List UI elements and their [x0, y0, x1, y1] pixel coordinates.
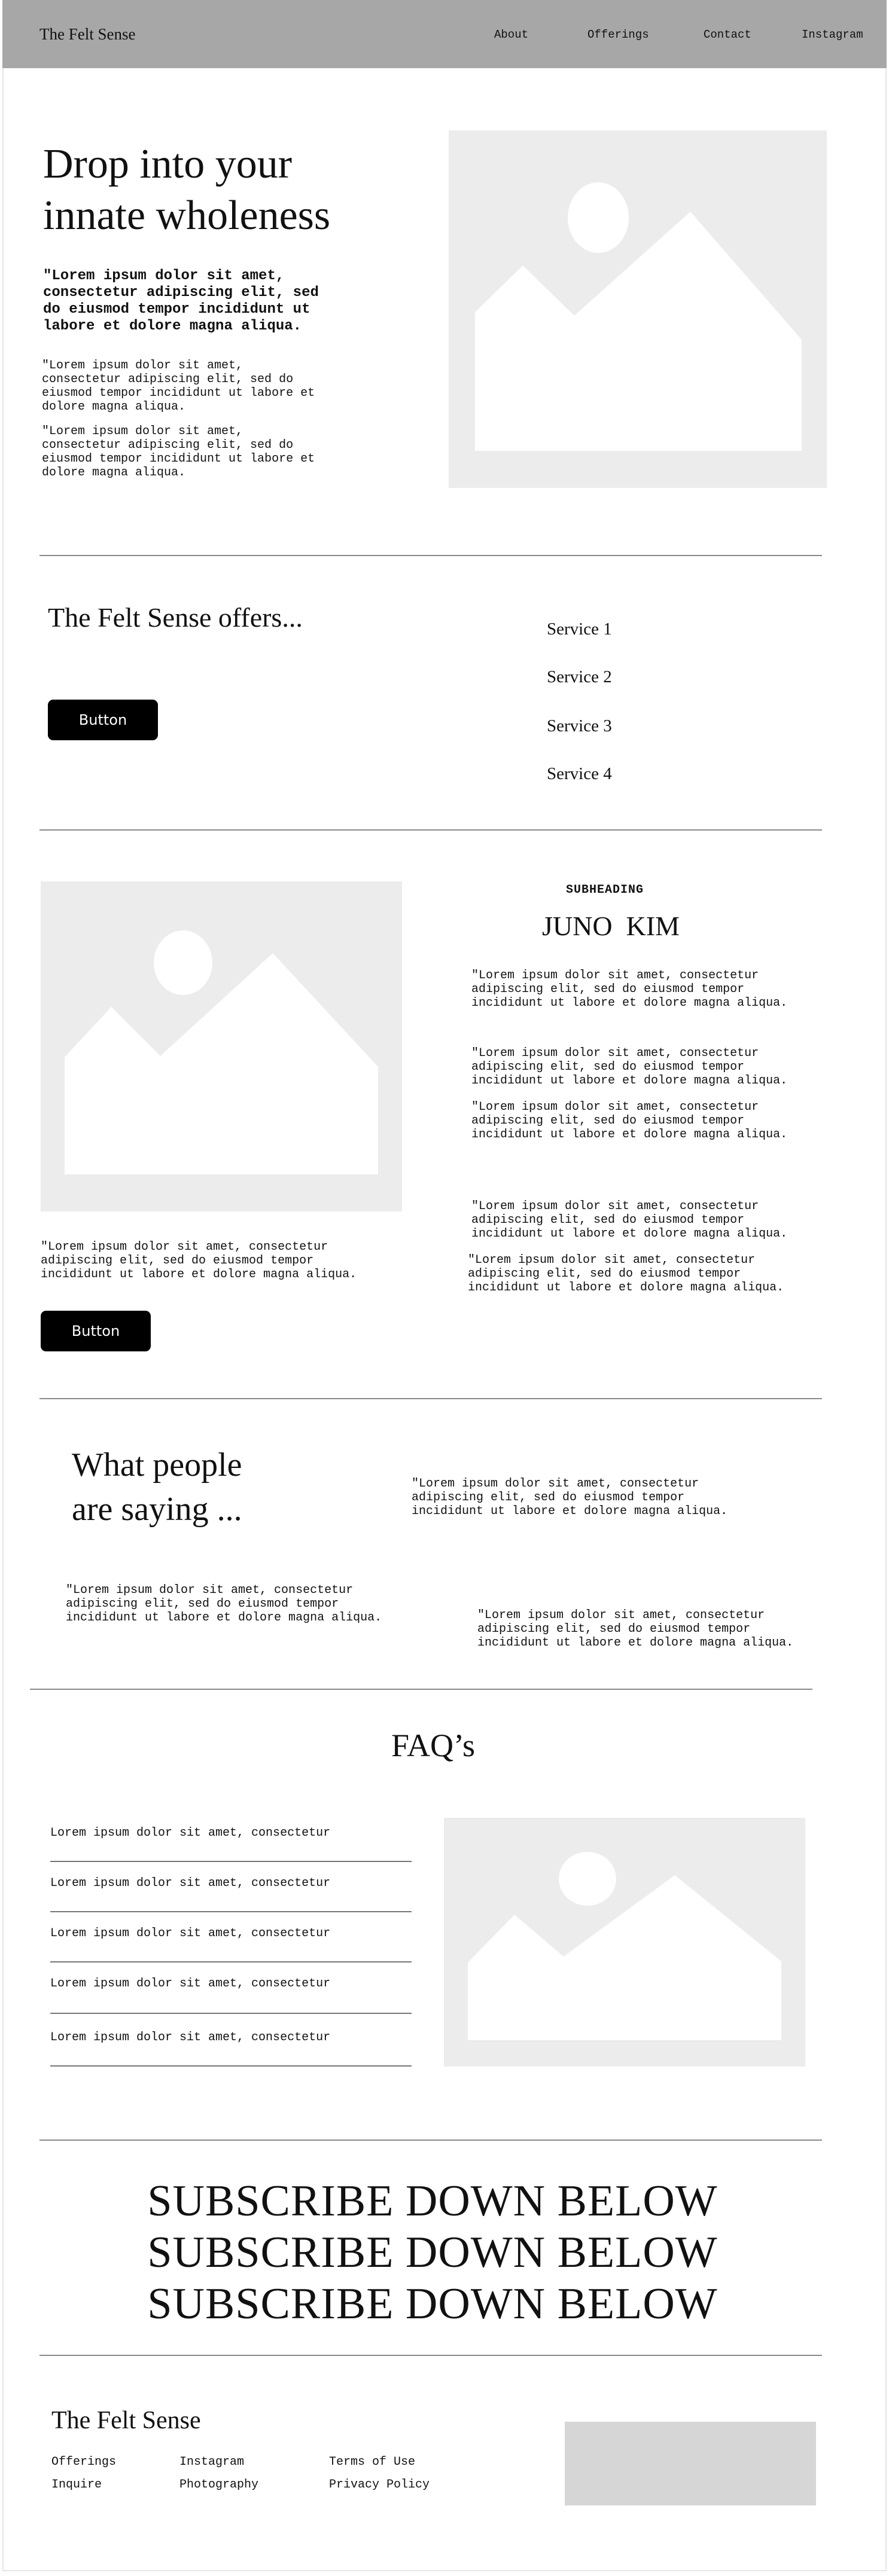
service-3-link[interactable]: Service 3: [547, 716, 612, 735]
faq-divider: [50, 1861, 412, 1862]
footer-signup-box[interactable]: [565, 2422, 816, 2505]
footer-link-instagram[interactable]: Instagram: [179, 2455, 245, 2469]
faq-divider: [50, 2013, 412, 2014]
hero-title-line2: innate wholeness: [43, 193, 331, 239]
footer-brand[interactable]: The Felt Sense: [51, 2407, 201, 2434]
image-placeholder-icon: [449, 130, 827, 488]
section-divider: [39, 829, 822, 831]
testimonial-quote-2: "Lorem ipsum dolor sit amet, consectetur adipiscing elit, sed do eiusmod tempor incididunt ut labore et dolore magna aliqua.: [66, 1583, 382, 1625]
service-4-link[interactable]: Service 4: [547, 764, 612, 783]
about-button[interactable]: Button: [41, 1311, 151, 1351]
section-divider: [30, 1689, 812, 1690]
image-placeholder-icon: [41, 881, 402, 1211]
footer-link-inquire[interactable]: Inquire: [51, 2478, 102, 2492]
header-brand-link[interactable]: The Felt Sense: [39, 25, 136, 43]
testimonial-quote-1: "Lorem ipsum dolor sit amet, consectetur adipiscing elit, sed do eiusmod tempor incididunt ut labore et dolore magna aliqua.: [412, 1477, 728, 1518]
section-divider: [39, 2355, 822, 2356]
hero-paragraph-1: "Lorem ipsum dolor sit amet, consectetur adipiscing elit, sed do eiusmod tempor incididunt ut labore et dolore magna aliqua.: [42, 359, 315, 414]
faq-divider: [50, 2065, 412, 2067]
faq-question-3[interactable]: Lorem ipsum dolor sit amet, consectetur: [50, 1927, 331, 1940]
footer-link-photography[interactable]: Photography: [179, 2478, 259, 2492]
faq-question-2[interactable]: Lorem ipsum dolor sit amet, consectetur: [50, 1876, 331, 1890]
footer-link-terms[interactable]: Terms of Use: [329, 2455, 416, 2469]
hero-title-line1: Drop into your: [43, 141, 293, 187]
subscribe-line-3: SUBSCRIBE DOWN BELOW: [147, 2279, 718, 2328]
about-paragraph-1: "Lorem ipsum dolor sit amet, consectetur adipiscing elit, sed do eiusmod tempor incididunt ut labore et dolore magna aliqua.: [471, 969, 788, 1010]
testimonial-quote-3: "Lorem ipsum dolor sit amet, consectetur adipiscing elit, sed do eiusmod tempor incididunt ut labore et dolore magna aliqua.: [477, 1609, 794, 1650]
service-1-link[interactable]: Service 1: [547, 619, 612, 639]
footer-link-offerings[interactable]: Offerings: [51, 2455, 117, 2469]
faq-question-5[interactable]: Lorem ipsum dolor sit amet, consectetur: [50, 2031, 331, 2044]
service-2-link[interactable]: Service 2: [547, 667, 612, 686]
about-image-placeholder: [41, 881, 402, 1211]
subscribe-line-2: SUBSCRIBE DOWN BELOW: [147, 2228, 718, 2277]
about-name: JUNO KIM: [542, 911, 680, 941]
faq-divider: [50, 1911, 412, 1912]
about-paragraph-4: "Lorem ipsum dolor sit amet, consectetur adipiscing elit, sed do eiusmod tempor incididunt ut labore et dolore magna aliqua.: [471, 1200, 788, 1241]
faq-divider: [50, 1961, 412, 1962]
hero-lead-text: "Lorem ipsum dolor sit amet, consectetur adipiscing elit, sed do eiusmod tempor incididunt ut labore et dolore magna aliqua.: [43, 268, 319, 334]
image-placeholder-icon: [444, 1818, 805, 2067]
nav-instagram-link[interactable]: Instagram: [802, 28, 863, 41]
about-left-paragraph: "Lorem ipsum dolor sit amet, consectetur adipiscing elit, sed do eiusmod tempor incididunt ut labore et dolore magna aliqua.: [41, 1240, 357, 1281]
offers-button[interactable]: Button: [48, 700, 158, 740]
subscribe-line-1: SUBSCRIBE DOWN BELOW: [147, 2177, 718, 2226]
testimonials-title-line1: What people: [72, 1446, 242, 1484]
faq-image-placeholder: [444, 1818, 805, 2067]
section-divider: [39, 1398, 822, 1399]
hero-image-placeholder: [449, 130, 827, 488]
section-divider: [39, 2139, 822, 2141]
about-paragraph-3: "Lorem ipsum dolor sit amet, consectetur adipiscing elit, sed do eiusmod tempor incididunt ut labore et dolore magna aliqua.: [471, 1100, 788, 1142]
nav-about-link[interactable]: About: [494, 28, 529, 41]
faq-title: FAQ’s: [391, 1727, 476, 1763]
hero-paragraph-2: "Lorem ipsum dolor sit amet, consectetur adipiscing elit, sed do eiusmod tempor incididunt ut labore et dolore magna aliqua.: [42, 425, 315, 480]
faq-question-1[interactable]: Lorem ipsum dolor sit amet, consectetur: [50, 1826, 331, 1840]
nav-offerings-link[interactable]: Offerings: [587, 28, 649, 41]
footer-link-privacy[interactable]: Privacy Policy: [329, 2478, 430, 2492]
nav-contact-link[interactable]: Contact: [704, 28, 751, 41]
offers-title: The Felt Sense offers...: [48, 602, 303, 633]
faq-question-4[interactable]: Lorem ipsum dolor sit amet, consectetur: [50, 1977, 331, 1991]
about-paragraph-2: "Lorem ipsum dolor sit amet, consectetur adipiscing elit, sed do eiusmod tempor incididunt ut labore et dolore magna aliqua.: [471, 1046, 788, 1088]
about-subheading: SUBHEADING: [566, 883, 644, 897]
section-divider: [39, 555, 822, 556]
about-paragraph-5: "Lorem ipsum dolor sit amet, consectetur adipiscing elit, sed do eiusmod tempor incididunt ut labore et dolore magna aliqua.: [468, 1253, 784, 1295]
testimonials-title-line2: are saying ...: [72, 1491, 242, 1528]
